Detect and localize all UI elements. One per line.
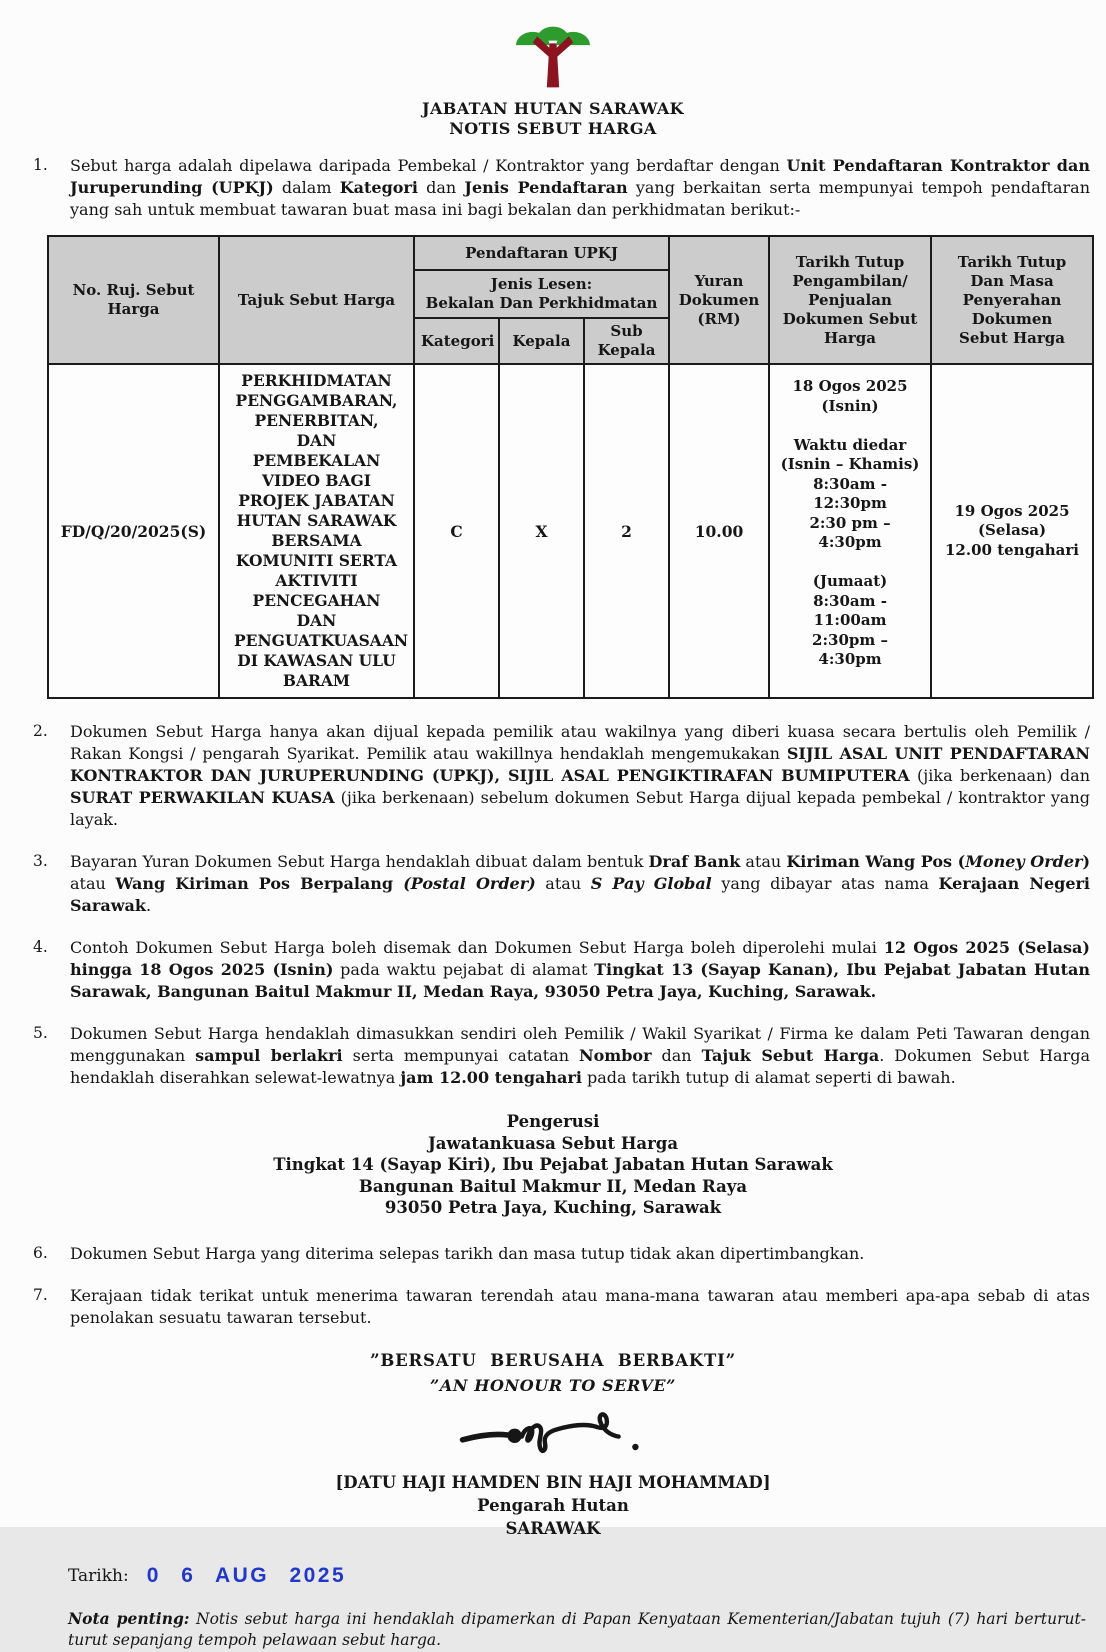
doc-title: NOTIS SEBUT HARGA bbox=[449, 119, 657, 138]
motto-malay: ”BERSATU BERUSAHA BERBAKTI” bbox=[370, 1350, 736, 1370]
date-stamp: 0 6 AUG 2025 bbox=[146, 1563, 347, 1587]
cell-tender-title: PERKHIDMATAN PENGGAMBARAN, PENERBITAN, DAN PEMBEKALAN VIDEO BAGI PROJEK JABATAN HUTAN SARAWAK BERSAMA KOMUNITI SERTA AKTIVITI PENCEGAHAN DAN PENGUATKUASAAN DI KAWASAN ULU BARAM bbox=[219, 364, 414, 698]
tender-details-table bbox=[47, 235, 1094, 699]
clause-6 bbox=[33, 1243, 1090, 1265]
header-upkj-group: Pendaftaran UPKJ bbox=[414, 236, 669, 270]
org-name: JABATAN HUTAN SARAWAK bbox=[422, 99, 684, 118]
clause-text: Sebut harga adalah dipelawa daripada Pembekal / Kontraktor yang berdaftar dengan Unit Pendaftaran Kontraktor dan Juruperunding (UPKJ) dalam Kategori dan Jenis Pendaftaran yang berkaitan serta mempunyai tempoh pendaftaran yang sah untuk membuat tawaran buat masa ini bagi bekalan dan perkhidmatan berikut:- bbox=[70, 156, 1091, 219]
clause-text: Dokumen Sebut Harga hendaklah dimasukkan sendiri oleh Pemilik / Wakil Syarikat / Firma ke dalam Peti Tawaran dengan menggunakan sampul berlakri serta mempunyai catatan Nombor dan Tajuk Sebut Harga. Dokumen Sebut Harga hendaklah diserahkan selewat-lewatnya jam 12.00 tengahari pada tarikh tutup di alamat seperti di bawah. bbox=[70, 1024, 1091, 1087]
clause-1 bbox=[33, 155, 1090, 221]
clause-number: 1. bbox=[33, 156, 48, 174]
clause-number: 6. bbox=[33, 1243, 48, 1262]
cell-sub-kepala: 2 bbox=[584, 364, 669, 698]
signature-icon bbox=[428, 1403, 678, 1467]
header-fee: Yuran Dokumen (RM) bbox=[669, 236, 769, 364]
table-row bbox=[48, 364, 1093, 698]
cell-closing-date: 18 Ogos 2025 (Isnin) Waktu diedar (Isnin – Khamis) 8:30am - 12:30pm 2:30 pm – 4:30pm (Jumaat) 8:30am - 11:00am 2:30pm – 4:30pm bbox=[769, 364, 931, 698]
cell-kepala: X bbox=[499, 364, 584, 698]
header-sub-kepala: Sub Kepala bbox=[584, 318, 669, 364]
clause-text: Dokumen Sebut Harga hanya akan dijual kepada pemilik atau wakilnya yang diberi kuasa secara bertulis oleh Pemilik / Rakan Kongsi / pengarah Syarikat. Pemilik atau wakillnya hendaklah mengemukakan SIJIL ASAL UNIT PENDAFTARAN KONTRAKTOR DAN JURUPERUNDING (UPKJ), SIJIL ASAL PENGIKTIRAFAN BUMIPUTERA (jika berkenaan) dan SURAT PERWAKILAN KUASA (jika berkenaan) sebelum dokumen Sebut Harga dijual kepada pembekal / kontraktor yang layak. bbox=[70, 722, 1091, 829]
header-license-type: Jenis Lesen: Bekalan Dan Perkhidmatan bbox=[414, 270, 669, 318]
clause-number: 2. bbox=[33, 722, 48, 740]
cell-kategori: C bbox=[414, 364, 499, 698]
clause-text: Contoh Dokumen Sebut Harga boleh disemak dan Dokumen Sebut Harga boleh diperolehi mulai 12 Ogos 2025 (Selasa) hingga 18 Ogos 2025 (Isnin) pada waktu pejabat di alamat Tingkat 13 (Sayap Kanan), Ibu Pejabat Jabatan Hutan Sarawak, Bangunan Baitul Makmur II, Medan Raya, 93050 Petra Jaya, Kuching, Sarawak. bbox=[70, 938, 1091, 1001]
header-kategori: Kategori bbox=[414, 318, 499, 364]
signature-container bbox=[0, 1403, 1106, 1471]
clause-text: Bayaran Yuran Dokumen Sebut Harga hendaklah dibuat dalam bentuk Draf Bank atau Kiriman Wang Pos (Money Order) atau Wang Kiriman Pos Berpalang (Postal Order) atau S Pay Global yang dibayar atas nama Kerajaan Negeri Sarawak. bbox=[70, 852, 1091, 915]
clause-text: Kerajaan tidak terikat untuk menerima tawaran terendah atau mana-mana tawaran atau memberi apa-apa sebab di atas penolakan sesuatu tawaran tersebut. bbox=[70, 1285, 1090, 1327]
clause-3 bbox=[33, 851, 1090, 917]
clause-4 bbox=[33, 937, 1090, 1003]
clause-2 bbox=[33, 721, 1090, 831]
clause-5 bbox=[33, 1023, 1090, 1089]
cell-submission-date: 19 Ogos 2025 (Selasa) 12.00 tengahari bbox=[931, 364, 1093, 698]
clause-number: 3. bbox=[33, 852, 48, 870]
clause-number: 5. bbox=[33, 1024, 48, 1042]
logo-container bbox=[0, 0, 1106, 97]
clause-text: Dokumen Sebut Harga yang diterima selepas tarikh dan masa tutup tidak akan dipertimbangkan. bbox=[70, 1243, 865, 1263]
header-submission-date: Tarikh Tutup Dan Masa Penyerahan Dokumen Sebut Harga bbox=[931, 236, 1093, 364]
submission-address-block: Pengerusi Jawatankuasa Sebut Harga Tingkat 14 (Sayap Kiri), Ibu Pejabat Jabatan Hutan Sarawak Bangunan Baitul Makmur II, Medan Raya 93050 Petra Jaya, Kuching, Sarawak bbox=[273, 1112, 833, 1217]
signatory-position: Pengarah Hutan bbox=[477, 1495, 629, 1515]
document-header bbox=[0, 99, 1106, 139]
header-title: Tajuk Sebut Harga bbox=[219, 236, 414, 364]
motto-english: ”AN HONOUR TO SERVE” bbox=[430, 1375, 676, 1395]
signatory-region: SARAWAK bbox=[505, 1518, 601, 1538]
important-note: Nota penting: Notis sebut harga ini hendaklah dipamerkan di Papan Kenyataan Kementerian/Jabatan tujuh (7) hari berturut-turut sepanjang tempoh pelawaan sebut harga. bbox=[68, 1608, 1086, 1649]
clause-number: 4. bbox=[33, 938, 48, 956]
header-kepala: Kepala bbox=[499, 318, 584, 364]
clause-7 bbox=[33, 1285, 1090, 1329]
date-label: Tarikh: bbox=[68, 1565, 129, 1586]
signatory-block bbox=[0, 1471, 1106, 1540]
cell-ref-no: FD/Q/20/2025(S) bbox=[48, 364, 219, 698]
date-line bbox=[68, 1564, 1106, 1588]
forest-tree-logo-icon bbox=[509, 13, 597, 93]
header-ref-no: No. Ruj. Sebut Harga bbox=[48, 236, 219, 364]
cell-fee: 10.00 bbox=[669, 364, 769, 698]
clause-number: 7. bbox=[33, 1285, 48, 1304]
header-closing-date: Tarikh Tutup Pengambilan/ Penjualan Dokumen Sebut Harga bbox=[769, 236, 931, 364]
signatory-name: [DATU HAJI HAMDEN BIN HAJI MOHAMMAD] bbox=[335, 1472, 771, 1492]
